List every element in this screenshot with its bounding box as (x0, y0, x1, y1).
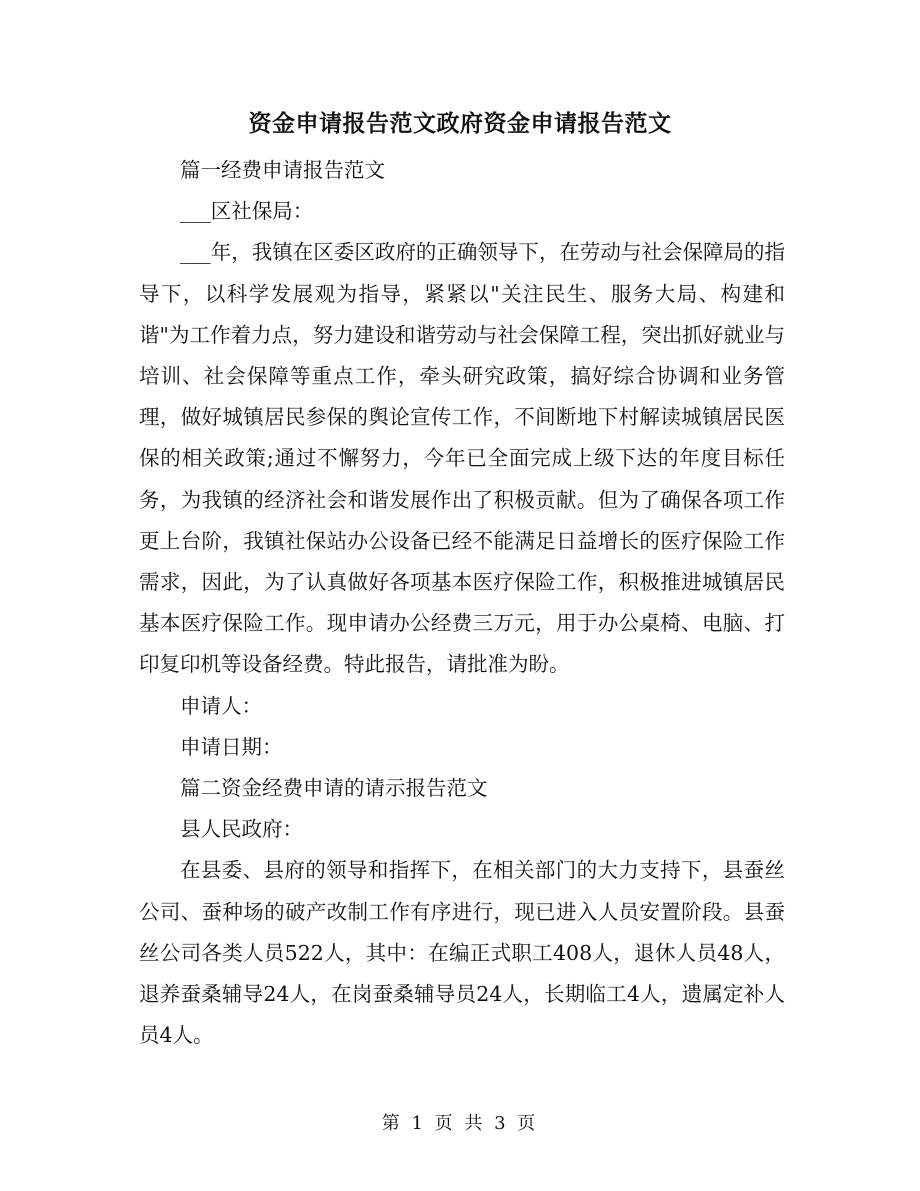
addressee-2: 县人民政府： (180, 817, 303, 842)
body-paragraph-2: 在县委、县府的领导和指挥下，在相关部门的大力支持下，县蚕丝公司、蚕种场的破产改制工作有序进行，现已进入人员安置阶段。县蚕丝公司各类人员522人，其中：在编正式职工408人，退休人员48人，退养蚕桑辅导24人，在岗蚕桑辅导员24人，长期临工4人，遗属定补人员4人。 (139, 858, 785, 1048)
document-body (139, 150, 785, 1056)
applicant-label: 申请人： (180, 693, 262, 718)
application-date-label: 申请日期： (180, 734, 283, 759)
body-paragraph-1: ___年，我镇在区委区政府的正确领导下，在劳动与社会保障局的指导下，以科学发展观为指导，紧紧以"关注民生、服务大局、构建和谐"为工作着力点，努力建设和谐劳动与社会保障工程，突出抓好就业与培训、社会保障等重点工作，牵头研究政策，搞好综合协调和业务管理，做好城镇居民参保的舆论宣传工作，不间断地下村解读城镇居民医保的相关政策;通过不懈努力，今年已全面完成上级下达的年度目标任务，为我镇的经济社会和谐发展作出了积极贡献。但为了确保各项工作更上台阶，我镇社保站办公设备已经不能满足日益增长的医疗保险工作需求，因此，为了认真做好各项基本医疗保险工作，积极推进城镇居民基本医疗保险工作。现申请办公经费三万元，用于办公桌椅、电脑、打印复印机等设备经费。特此报告，请批准为盼。 (139, 240, 785, 677)
section-heading-2: 篇二资金经费申请的请示报告范文 (180, 776, 488, 801)
page-indicator: 第 1 页 共 3 页 (381, 1113, 539, 1134)
section-heading-1: 篇一经费申请报告范文 (180, 158, 385, 182)
document-title: 资金申请报告范文政府资金申请报告范文 (248, 110, 672, 137)
addressee-1: ___区社保局： (180, 199, 314, 224)
